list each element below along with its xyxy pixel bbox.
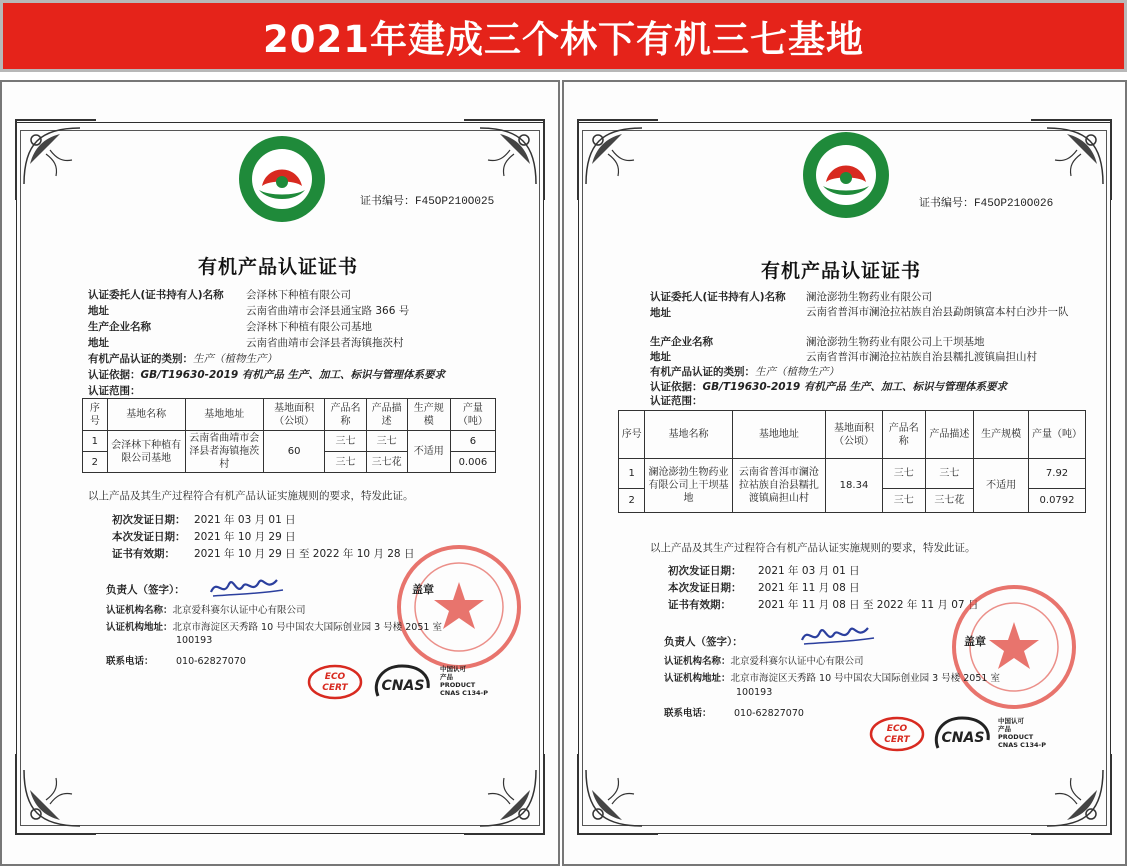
field-client	[650, 289, 932, 304]
cert-no-label: 证书编号：	[360, 196, 415, 208]
field-label: 认证依据：	[88, 369, 141, 381]
date-label: 本次发证日期：	[668, 582, 742, 594]
org-address-label: 认证机构地址：	[664, 673, 731, 684]
certificate-number	[919, 194, 1053, 210]
organic-logo-icon	[801, 130, 891, 220]
org-name-label: 认证机构名称：	[664, 656, 731, 667]
signature	[207, 572, 287, 602]
table-cell: 18.34	[826, 459, 883, 513]
field-label: 认证范围：	[650, 395, 703, 407]
table-cell: 三七花	[925, 489, 974, 513]
cnas-line: 产品	[998, 725, 1011, 733]
table-header: 生产规模	[974, 411, 1029, 459]
table-header: 产量（吨）	[1029, 411, 1086, 459]
validity-period	[112, 546, 414, 561]
declaration: 以上产品及其生产过程符合有机产品认证实施规则的要求，特发此证。	[88, 490, 414, 502]
table-row	[619, 459, 1086, 489]
table-header: 基地名称	[107, 399, 185, 431]
field-label: 地址	[650, 351, 671, 363]
cnas-accreditation-text	[998, 717, 1046, 749]
field-value: 会泽林下种植有限公司基地	[246, 321, 372, 333]
table-header: 产量（吨）	[450, 399, 495, 431]
table-cell: 会泽林下种植有限公司基地	[107, 431, 185, 473]
corner-ornament-icon	[460, 750, 550, 840]
field-producer-address	[88, 335, 404, 350]
org-address-label: 认证机构地址：	[106, 622, 173, 633]
org-name-value: 北京爱科赛尔认证中心有限公司	[730, 656, 864, 667]
field-scope	[88, 383, 141, 398]
table-cell: 云南省曲靖市会泽县者海镇拖茨村	[185, 431, 263, 473]
corner-ornament-icon	[460, 114, 550, 204]
table-cell: 1	[83, 431, 108, 452]
date-value: 2021 年 10 月 29 日	[194, 531, 296, 543]
table-header: 产品描述	[366, 399, 407, 431]
org-name-label: 认证机构名称：	[106, 605, 173, 616]
corner-ornament-icon	[572, 750, 662, 840]
cert-no-value: F45OP210O026	[974, 198, 1054, 210]
field-basis	[650, 379, 1007, 394]
date-label: 本次发证日期：	[112, 531, 186, 543]
cnas-line: PRODUCT	[440, 681, 476, 689]
products-table	[82, 398, 496, 473]
table-cell: 三七	[925, 459, 974, 489]
certificate-title: 有机产品认证证书	[761, 260, 922, 282]
first-issue-date	[668, 563, 860, 578]
table-header: 基地名称	[645, 411, 732, 459]
field-category	[88, 351, 277, 366]
phone	[664, 705, 804, 719]
cnas-accreditation-text	[440, 665, 488, 697]
table-cell: 0.006	[450, 452, 495, 473]
svg-text:CERT: CERT	[322, 683, 348, 693]
current-issue-date	[668, 580, 860, 595]
field-basis	[88, 367, 445, 382]
field-label: 地址	[88, 337, 109, 349]
date-value: 2021 年 10 月 29 日 至 2022 年 10 月 28 日	[194, 548, 415, 560]
date-label: 证书有效期：	[668, 599, 731, 611]
table-header: 基地面积（公顷）	[263, 399, 325, 431]
field-label: 有机产品认证的类别：	[88, 353, 193, 365]
date-label: 证书有效期：	[112, 548, 175, 560]
cnas-line: CNAS C134-P	[440, 689, 488, 697]
cnas-line: 中国认可	[440, 665, 466, 673]
ecocert-logo-icon	[868, 714, 926, 754]
responsible-person	[106, 582, 185, 597]
cnas-logo-icon	[372, 662, 434, 702]
declaration: 以上产品及其生产过程符合有机产品认证实施规则的要求，特发此证。	[650, 542, 976, 554]
organic-logo-icon	[237, 134, 327, 224]
table-cell: 1	[619, 459, 645, 489]
org-address	[664, 670, 1000, 684]
table-header: 基地地址	[185, 399, 263, 431]
cnas-logo-icon	[932, 714, 994, 754]
field-value: GB/T19630-2019 有机产品 生产、加工、标识与管理体系要求	[702, 381, 1008, 393]
field-label: 生产企业名称	[88, 321, 151, 333]
field-producer	[88, 319, 372, 334]
table-header: 基地面积（公顷）	[826, 411, 883, 459]
phone-label: 联系电话：	[106, 656, 154, 667]
field-address	[650, 305, 1080, 320]
date-label: 初次发证日期：	[668, 565, 742, 577]
seal-label: 盖章	[412, 583, 434, 596]
table-header: 序号	[83, 399, 108, 431]
field-value: 云南省普洱市澜沧拉祜族自治县勐朗镇富本村白沙井一队	[806, 306, 1069, 318]
field-value: 澜沧澎勃生物药业有限公司上干坝基地	[806, 336, 985, 348]
table-header-row	[619, 411, 1086, 459]
current-issue-date	[112, 529, 296, 544]
certificate-title: 有机产品认证证书	[198, 256, 359, 278]
table-cell: 2	[619, 489, 645, 513]
svg-text:ECO: ECO	[886, 724, 908, 734]
ecocert-logo-icon	[306, 662, 364, 702]
table-cell: 2	[83, 452, 108, 473]
official-seal-stamp	[394, 542, 524, 672]
field-value: 云南省曲靖市会泽县者海镇拖茨村	[246, 337, 404, 349]
svg-text:CNAS: CNAS	[941, 730, 985, 746]
field-value: 云南省普洱市澜沧拉祜族自治县糯扎渡镇扁担山村	[806, 351, 1037, 363]
table-header: 产品名称	[325, 399, 366, 431]
products-table	[618, 410, 1086, 513]
date-value: 2021 年 11 月 08 日	[758, 582, 860, 594]
svg-text:CERT: CERT	[884, 735, 910, 745]
phone-value: 010-62827070	[176, 656, 246, 667]
cnas-line: PRODUCT	[998, 733, 1034, 741]
field-label: 认证委托人(证书持有人)名称	[88, 289, 224, 301]
org-name	[664, 653, 864, 667]
field-label: 地址	[650, 307, 671, 319]
field-value: 生产（植物生产）	[193, 353, 277, 365]
field-producer	[650, 334, 985, 349]
validity-period	[668, 597, 978, 612]
field-client	[88, 287, 351, 302]
table-header-row	[83, 399, 496, 431]
field-value: 生产（植物生产）	[755, 366, 839, 378]
certificate-left	[0, 80, 560, 866]
field-label: 认证委托人(证书持有人)名称	[650, 291, 786, 303]
date-label: 初次发证日期：	[112, 514, 186, 526]
certificate-inner-frame	[20, 130, 540, 826]
table-cell: 三七	[325, 431, 366, 452]
first-issue-date	[112, 512, 296, 527]
corner-ornament-icon	[10, 114, 100, 204]
corner-ornament-icon	[10, 750, 100, 840]
seal-label: 盖章	[964, 635, 986, 648]
corner-ornament-icon	[572, 114, 662, 204]
field-producer-address	[650, 349, 1037, 364]
org-name-value: 北京爱科赛尔认证中心有限公司	[172, 605, 306, 616]
field-value: 会泽林下种植有限公司	[246, 289, 351, 301]
responsible-label: 负责人（签字）：	[664, 636, 743, 648]
title-banner	[0, 0, 1127, 72]
table-header: 生产规模	[407, 399, 450, 431]
date-value: 2021 年 11 月 08 日 至 2022 年 11 月 07 日	[758, 599, 979, 611]
table-cell: 三七	[882, 489, 925, 513]
table-cell: 6	[450, 431, 495, 452]
phone-label: 联系电话：	[664, 708, 712, 719]
svg-text:CNAS: CNAS	[381, 678, 425, 694]
org-address-value: 北京市海淀区天秀路 10 号中国农大国际创业园 3 号楼 2051 室	[730, 673, 1000, 684]
field-value: 云南省曲靖市会泽县通宝路 366 号	[246, 305, 410, 317]
table-cell: 澜沧澎勃生物药业有限公司上干坝基地	[645, 459, 732, 513]
table-cell: 三七花	[366, 452, 407, 473]
table-cell: 三七	[882, 459, 925, 489]
field-value: GB/T19630-2019 有机产品 生产、加工、标识与管理体系要求	[140, 369, 446, 381]
responsible-person	[664, 634, 743, 649]
field-label: 生产企业名称	[650, 336, 713, 348]
field-label: 有机产品认证的类别：	[650, 366, 755, 378]
cnas-line: CNAS C134-P	[998, 741, 1046, 749]
date-value: 2021 年 03 月 01 日	[194, 514, 296, 526]
field-category	[650, 364, 839, 379]
responsible-label: 负责人（签字）：	[106, 584, 185, 596]
table-cell: 云南省普洱市澜沧拉祜族自治县糯扎渡镇扁担山村	[732, 459, 825, 513]
cnas-line: 中国认可	[998, 717, 1024, 725]
field-address	[88, 303, 409, 318]
cnas-line: 产品	[440, 673, 453, 681]
phone	[106, 653, 246, 667]
table-header: 产品名称	[882, 411, 925, 459]
svg-text:ECO: ECO	[324, 672, 346, 682]
cert-no-value: F45OP210O025	[415, 196, 495, 208]
cert-no-label: 证书编号：	[919, 198, 974, 210]
postcode: 100193	[176, 635, 213, 646]
table-cell: 不适用	[974, 459, 1029, 513]
table-cell: 7.92	[1029, 459, 1086, 489]
org-address-value: 北京市海淀区天秀路 10 号中国农大国际创业园 3 号楼 2051 室	[172, 622, 442, 633]
table-cell: 0.0792	[1029, 489, 1086, 513]
table-header: 产品描述	[925, 411, 974, 459]
table-header: 序号	[619, 411, 645, 459]
field-label: 认证依据：	[650, 381, 703, 393]
field-value: 澜沧澎勃生物药业有限公司	[806, 291, 932, 303]
table-header: 基地地址	[732, 411, 825, 459]
date-value: 2021 年 03 月 01 日	[758, 565, 860, 577]
signature	[798, 620, 878, 650]
corner-ornament-icon	[1027, 750, 1117, 840]
phone-value: 010-62827070	[734, 708, 804, 719]
corner-ornament-icon	[1027, 114, 1117, 204]
table-row	[83, 431, 496, 452]
field-label: 地址	[88, 305, 109, 317]
field-scope	[650, 393, 703, 408]
org-address	[106, 619, 442, 633]
table-cell: 60	[263, 431, 325, 473]
org-name	[106, 602, 306, 616]
certificate-right	[562, 80, 1127, 866]
table-cell: 三七	[325, 452, 366, 473]
postcode: 100193	[736, 687, 773, 698]
table-cell: 不适用	[407, 431, 450, 473]
banner-title: 2021年建成三个林下有机三七基地	[263, 18, 864, 61]
table-cell: 三七	[366, 431, 407, 452]
field-label: 认证范围：	[88, 385, 141, 397]
certificate-number	[360, 192, 494, 208]
